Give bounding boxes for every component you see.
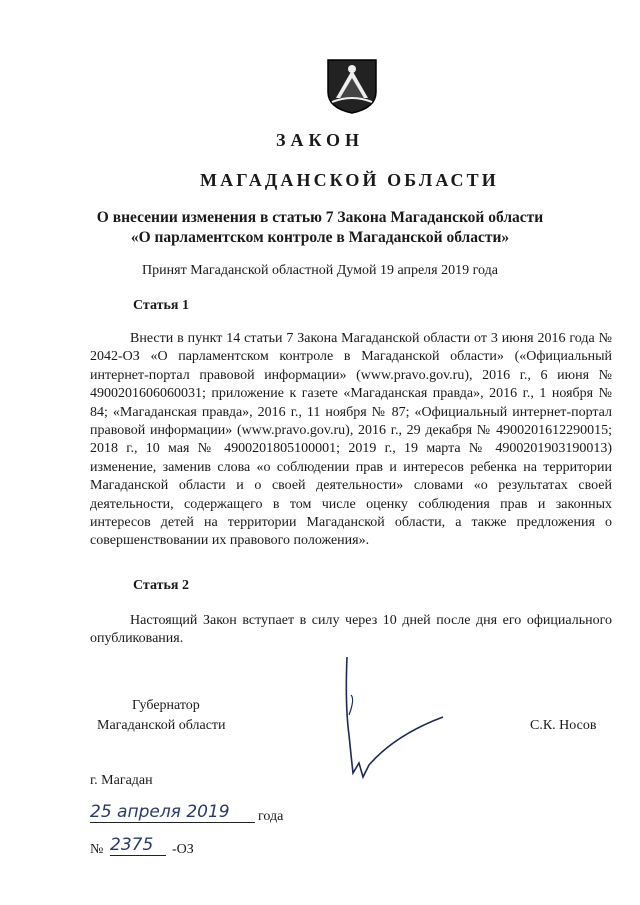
number-line [110, 835, 168, 856]
number-suffix: -ОЗ [172, 842, 194, 857]
governor-position: Губернатор [132, 698, 200, 713]
adoption-note: Принят Магаданской областной Думой 19 апреля 2019 года [142, 263, 498, 278]
subtitle-line-1: О внесении изменения в статью 7 Закона Магаданской области [96, 209, 544, 226]
region-title: МАГАДАНСКОЙ ОБЛАСТИ [200, 170, 499, 190]
article-2-text [90, 612, 612, 649]
date-suffix: года [258, 809, 284, 824]
number-prefix: № [90, 842, 104, 857]
governor-region: Магаданской области [97, 718, 226, 733]
handwritten-signature [335, 655, 455, 785]
article-1-body: Внести в пункт 14 статьи 7 Закона Магаданской области от 3 июня 2016 года № 2042-ОЗ «О парламентском контроле в Магаданской области» («Официальный интернет-портал правовой информации» (www.pravo.gov.ru), 2016 г., 6 июня № 4900201606060031; приложение к газете «Магаданская правда», 2016 г., 1 ноября № 84; «Магаданская правда», 2016 г., 11 ноября № 87; «Официальный интернет-портал правовой информации» (www.pravo.gov.ru), 2016 г., 29 декабря № 4900201612290015; 2018 г., 10 мая № 4900201805100001; 2019 г., 19 марта № 4900201903190013) изменение, заменив слова «о соблюдении прав и интересов ребенка на территории Магаданской области и о своей деятельности» словами «о результатах своей деятельности, содержащего в том числе оценку соблюдения прав и законных интересов детей на территории Магаданской области, а также предложения о совершенствовании их правового положения». [90, 331, 612, 549]
article-1-text [90, 330, 612, 551]
law-title: ЗАКОН [275, 130, 365, 150]
handwritten-number: 2375 [110, 835, 166, 856]
coat-of-arms-emblem [326, 58, 378, 114]
governor-name: С.К. Носов [530, 718, 597, 733]
law-subtitle [0, 208, 640, 248]
article-2-body: Настоящий Закон вступает в силу через 10 дней после дня его официального опубликования. [90, 613, 612, 647]
date-line [90, 802, 260, 823]
city-label: г. Магадан [90, 773, 153, 788]
article-1-heading: Статья 1 [133, 298, 189, 313]
handwritten-date: 25 апреля 2019 [90, 802, 255, 823]
subtitle-line-2: «О парламентском контроле в Магаданской области» [130, 229, 510, 246]
article-2-heading: Статья 2 [133, 578, 189, 593]
